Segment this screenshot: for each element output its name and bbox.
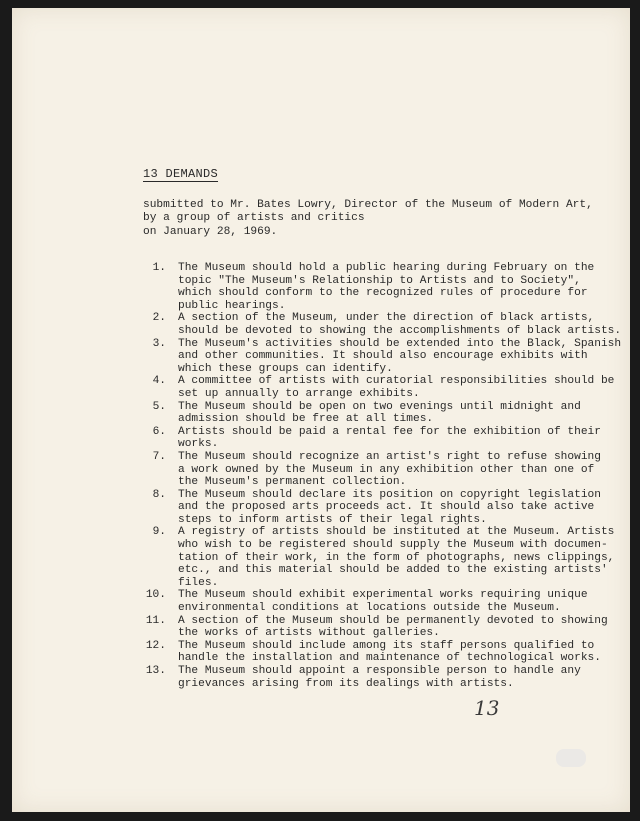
demand-text <box>166 526 614 589</box>
demand-number: 8. <box>152 488 166 501</box>
demand-text-line: which these groups can identify. <box>178 362 393 375</box>
demand-text-line: The Museum should recognize an artist's right to refuse showing <box>178 450 601 463</box>
demand-text-line: A registry of artists should be instituted at the Museum. Artists <box>178 526 615 539</box>
demand-number: 7. <box>152 450 166 463</box>
demand-text-line: The Museum should exhibit experimental works requiring unique <box>178 589 588 602</box>
demand-number: 4. <box>152 375 166 388</box>
demand-text-line: set up annually to arrange exhibits. <box>178 387 420 400</box>
demand-item <box>140 589 588 615</box>
intro-line: submitted to Mr. Bates Lowry, Director of the Museum of Modern Art, <box>143 199 593 211</box>
demand-text-line: topic "The Museum's Relationship to Artists and to Society", <box>178 274 581 287</box>
demands-list <box>140 262 622 690</box>
intro-line: on January 28, 1969. <box>143 225 278 238</box>
handwritten-page-number: 13 <box>474 696 500 720</box>
demand-text-line: works. <box>178 438 219 451</box>
demand-text-line: admission should be free at all times. <box>178 413 434 426</box>
demand-number: 5. <box>152 400 166 413</box>
demand-text-line: which should conform to the recognized rules of procedure for <box>178 287 588 300</box>
demand-text-line: the Museum's permanent collection. <box>178 476 407 489</box>
demand-text-line: A section of the Museum should be permanently devoted to showing <box>178 614 608 627</box>
demand-item <box>140 614 608 640</box>
demand-number: 9. <box>152 526 166 539</box>
demand-text <box>166 451 601 489</box>
demand-item <box>140 488 601 527</box>
demand-number: 1. <box>152 262 166 274</box>
demand-text-line: A section of the Museum, under the direction of black artists, <box>178 312 595 325</box>
demand-item <box>140 639 601 665</box>
intro-line: by a group of artists and critics <box>143 212 365 225</box>
demand-text <box>166 401 581 426</box>
demand-text-line: files. <box>178 576 219 589</box>
demand-text-line: who wish to be registered should supply the Museum with documen- <box>178 539 608 552</box>
demand-text <box>166 665 581 690</box>
intro-paragraph <box>143 199 593 239</box>
demand-text-line: handle the installation and maintenance of technological works. <box>178 652 601 665</box>
demand-text-line: public hearings. <box>178 299 286 312</box>
demand-text-line: The Museum should be open on two evenings until midnight and <box>178 400 581 413</box>
demand-text <box>166 489 601 527</box>
demand-text <box>166 589 588 614</box>
demand-text-line: The Museum should hold a public hearing during February on the <box>178 262 595 274</box>
demand-item <box>140 665 580 690</box>
demand-item <box>140 450 601 489</box>
demand-text-line: The Museum should declare its position on copyright legislation <box>178 488 601 501</box>
demand-text <box>166 640 601 665</box>
demand-item <box>140 526 615 589</box>
demand-text-line: the works of artists without galleries. <box>178 627 440 640</box>
demand-item <box>140 401 580 426</box>
demand-text-line: steps to inform artists of their legal rights. <box>178 513 487 526</box>
demand-text-line: environmental conditions at locations outside the Museum. <box>178 602 561 615</box>
document-heading: 13 DEMANDS <box>143 167 219 181</box>
demand-text-line: and other communities. It should also encourage exhibits with <box>178 350 588 363</box>
demand-text-line: The Museum's activities should be extended into the Black, Spanish <box>178 337 622 350</box>
demand-text-line: grievances arising from its dealings with artists. <box>178 677 514 690</box>
demand-text-line: should be devoted to showing the accomplishments of black artists. <box>178 324 622 337</box>
demand-number: 11. <box>145 614 166 627</box>
demand-text <box>166 615 608 640</box>
demand-text-line: Artists should be paid a rental fee for the exhibition of their <box>178 425 601 438</box>
demand-item <box>140 262 595 312</box>
demand-text-line: The Museum should include among its staff persons qualified to <box>178 639 595 652</box>
demand-number: 13. <box>145 665 166 677</box>
demand-item <box>140 312 622 337</box>
demand-number: 2. <box>152 312 166 325</box>
demand-text-line: a work owned by the Museum in any exhibition other than one of <box>178 463 595 476</box>
demand-text <box>166 262 594 312</box>
demand-text <box>166 338 621 376</box>
demand-text-line: The Museum should appoint a responsible person to handle any <box>178 665 581 677</box>
demand-number: 10. <box>145 589 166 602</box>
demand-number: 6. <box>152 425 166 438</box>
demand-text <box>166 375 614 400</box>
demand-item <box>140 337 622 376</box>
demand-item <box>140 425 601 451</box>
demand-text-line: tation of their work, in the form of photographs, news clippings, <box>178 551 615 564</box>
faint-stamp-mark <box>556 749 586 767</box>
demand-text-line: A committee of artists with curatorial responsibilities should be <box>178 375 615 388</box>
demand-text <box>166 426 601 451</box>
demand-text-line: and the proposed arts proceeds act. It should also take active <box>178 501 595 514</box>
demand-item <box>140 375 615 400</box>
demand-text-line: etc., and this material should be added to the existing artists' <box>178 564 608 577</box>
demand-number: 12. <box>145 639 166 652</box>
demand-text <box>166 312 621 337</box>
demand-number: 3. <box>152 337 166 350</box>
